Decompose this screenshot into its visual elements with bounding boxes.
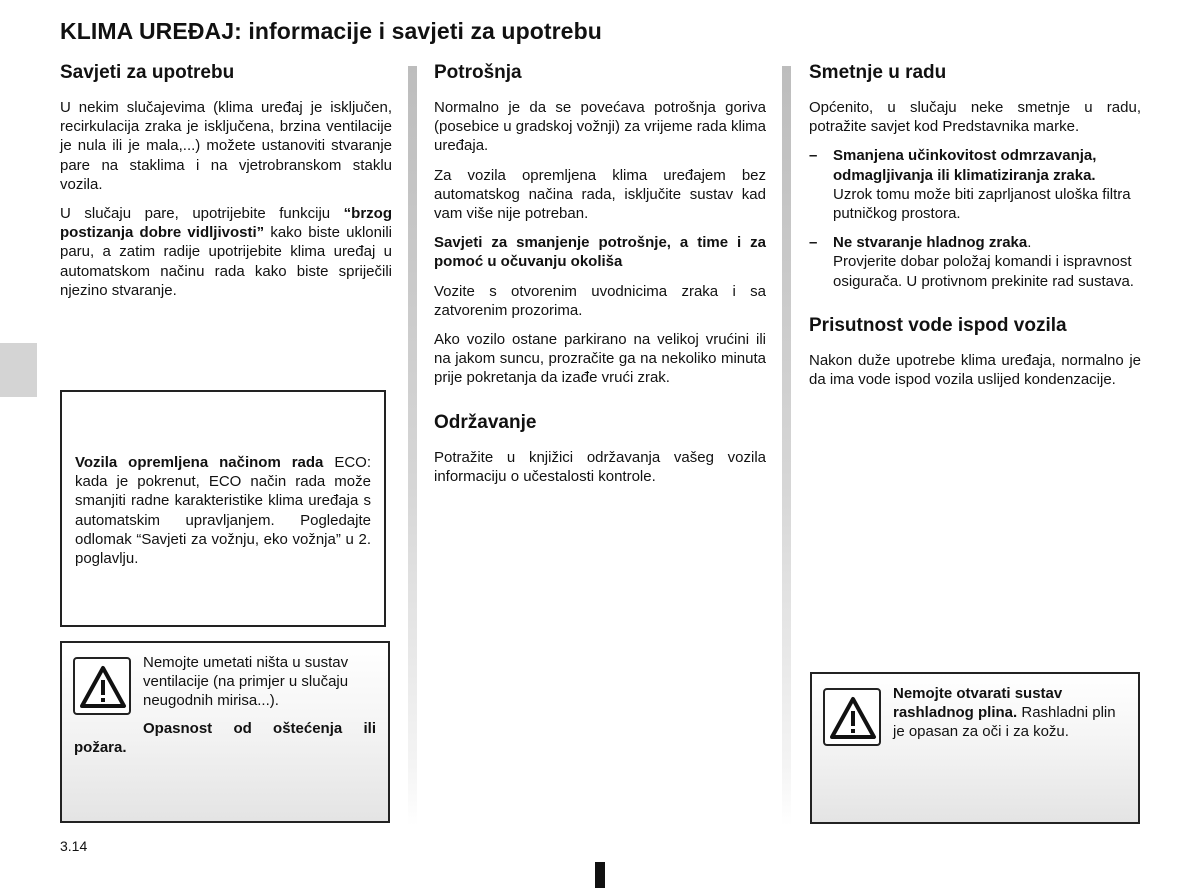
chapter-tab <box>0 343 37 397</box>
bold-text: “brzog postizanja dobre vidljivosti” <box>60 205 392 242</box>
paragraph: Nakon duže upotrebe klima uređaja, normalno je da ima vode ispod vozila uslijed kondenzacije. <box>809 351 1141 389</box>
text-run: . <box>1027 234 1032 252</box>
paragraph <box>60 204 392 300</box>
column-separator <box>782 66 791 826</box>
warning-bold-text: Opasnost od oštećenja ili požara. <box>74 720 376 757</box>
paragraph: Ako vozilo ostane parkirano na velikoj vrućini ili na jakom suncu, prozračite ga na nekoliko minuta prije pokretanja da izađe vrući zrak. <box>434 331 766 387</box>
dash-marker: – <box>809 234 818 252</box>
bold-text: Smanjena učinkovitost odmrzavanja, odmagljivanja ili klimatiziranja zraka. <box>833 147 1097 184</box>
paragraph: Vozite s otvorenim uvodnicima zraka i sa zatvorenim prozorima. <box>434 282 766 319</box>
warning-box-ventilation <box>60 641 390 823</box>
text-run: kako biste uklonili paru, a zatim radije upotrijebite klima uređaj u automatskom načinu rada kako biste spriječili njezino stvaranje. <box>60 224 392 299</box>
paragraph: Za vozila opremljena klima uređajem bez automatskog načina rada, isključite sustav kad vam više nije potreban. <box>434 166 766 223</box>
list-item <box>809 233 1141 291</box>
section-heading-maintenance: Održavanje <box>434 411 537 433</box>
column-usage-tips <box>60 60 392 310</box>
warning-text <box>893 684 1126 742</box>
bold-text: Ne stvaranje hladnog zraka <box>833 234 1028 252</box>
column-malfunctions <box>809 60 1141 399</box>
eco-note-text <box>75 453 371 568</box>
list-item <box>809 146 1141 223</box>
text-run: Rashladni plin je opasan za oči i za kožu. <box>893 704 1116 741</box>
column-consumption <box>434 60 766 496</box>
section-heading-usage-tips: Savjeti za upotrebu <box>60 62 235 83</box>
paragraph: Normalno je da se povećava potrošnja goriva (posebice u gradskoj vožnji) za vrijeme rada klima uređaja. <box>434 99 766 155</box>
bold-text: Nemojte otvarati sustav rashladnog plina. <box>893 685 1063 722</box>
warning-box-refrigerant <box>810 672 1140 824</box>
paragraph: Potražite u knjižici održavanja vašeg vozila informaciju o učestalosti kontrole. <box>434 448 766 485</box>
section-heading-consumption: Potrošnja <box>434 62 522 83</box>
page-number: 3.14 <box>60 838 88 854</box>
text-run: U slučaju pare, upotrijebite funkciju <box>60 205 344 223</box>
section-heading-water-under-vehicle: Prisutnost vode ispod vozila <box>809 314 1067 336</box>
page-title: KLIMA UREĐAJ: informacije i savjeti za upotrebu <box>60 18 602 44</box>
dash-marker: – <box>809 147 818 165</box>
malfunction-list <box>809 146 1141 290</box>
paragraph: U nekim slučajevima (klima uređaj je isključen, recirkulacija zraka je isključena, brzina ventilacije je nula ili je mala,...) možete ustanoviti stvaranje pare na staklima i na vjetrobranskom staklu vozila. <box>60 99 392 193</box>
bold-text: Vozila opremljena načinom rada <box>75 454 324 471</box>
warning-text: Nemojte umetati ništa u sustav ventilacije (na primjer u slučaju neugodnih mirisa...). <box>143 654 349 710</box>
text-run: ECO: kada je pokrenut, ECO način rada može smanjiti radne karakteristike klima uređaja s automatskim upravljanjem. Pogledajte odlomak “Savjeti za vožnju, eko vožnja” u 2. poglavlju. <box>75 454 372 568</box>
warning-triangle-icon <box>823 688 881 746</box>
eco-note-box <box>60 390 386 627</box>
warning-triangle-icon <box>73 657 131 715</box>
text-run: Provjerite dobar položaj komandi i ispravnost osigurača. U protivnom prekinite rad sustava. <box>833 253 1134 290</box>
text-run: Uzrok tomu može biti zaprljanost uloška filtra putničkog prostora. <box>833 185 1131 223</box>
page-edge-mark <box>595 862 605 888</box>
section-heading-malfunctions: Smetnje u radu <box>809 62 947 83</box>
paragraph: Općenito, u slučaju neke smetnje u radu, potražite savjet kod Predstavnika marke. <box>809 99 1141 136</box>
bold-paragraph: Savjeti za smanjenje potrošnje, a time i za pomoć u očuvanju okoliša <box>434 234 766 271</box>
column-separator <box>408 66 417 826</box>
